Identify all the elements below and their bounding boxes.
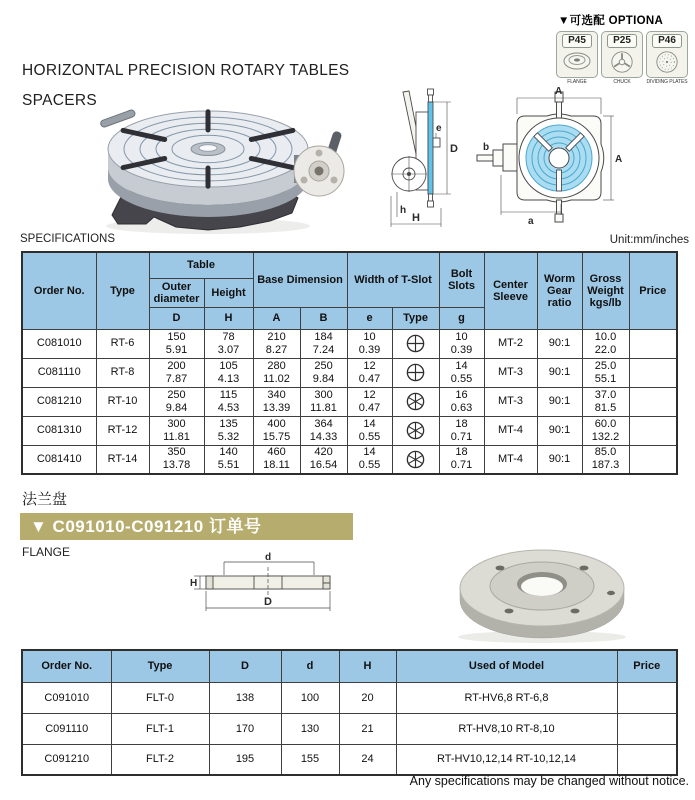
type-cell: FLT-2 — [111, 744, 209, 775]
col-header-d: d — [281, 650, 339, 682]
optional-item-dividing-plates — [646, 31, 688, 85]
ratio-cell: 90:1 — [537, 387, 582, 416]
ratio-cell: 90:1 — [537, 329, 582, 358]
flange-drawing — [190, 552, 346, 618]
optional-item-caption: CHUCK — [613, 79, 631, 85]
col-header-table-group: Table — [149, 252, 253, 278]
order-no-cell: C081410 — [22, 445, 96, 474]
optional-item-caption: DIVIDING PLATES — [646, 79, 688, 85]
col-header-type: Type — [111, 650, 209, 682]
type-cell: FLT-1 — [111, 713, 209, 744]
page-title-line1: HORIZONTAL PRECISION ROTARY TABLES — [22, 62, 350, 79]
page-ref-badge: P46 — [652, 34, 682, 48]
t-slot-type-icon — [392, 358, 439, 387]
col-header-width-tslot: Width of T-Slot — [347, 252, 439, 307]
type-cell: RT-8 — [96, 358, 149, 387]
optional-item-chuck — [601, 31, 643, 85]
ratio-cell: 90:1 — [537, 358, 582, 387]
col-header-order-no: Order No. — [22, 650, 111, 682]
col-header-outer-diameter: Outer diameter — [149, 278, 204, 307]
col-header-price: Price — [629, 252, 677, 329]
footer-notice: Any specifications may be changed without notice. — [409, 774, 689, 788]
dim-label-H: H — [412, 212, 420, 224]
used-of-model-cell: RT-HV6,8 RT-6,8 — [396, 682, 617, 713]
dim-label-H: H — [190, 578, 198, 589]
table-row: C091010 FLT-0 138 100 20 RT-HV6,8 RT-6,8 — [22, 682, 677, 713]
t-slot-type-icon — [392, 416, 439, 445]
col-header-H: H — [204, 307, 253, 329]
rotary-table-photo — [88, 103, 346, 237]
table-row: C091210 FLT-2 195 155 24 RT-HV10,12,14 RT-10,12,14 — [22, 744, 677, 775]
used-of-model-cell: RT-HV8,10 RT-8,10 — [396, 713, 617, 744]
price-cell — [629, 358, 677, 387]
flange-chinese-title: 法兰盘 — [22, 491, 68, 508]
specifications-table — [21, 251, 678, 475]
price-cell — [617, 713, 677, 744]
center-sleeve-cell: MT-2 — [484, 329, 537, 358]
order-range-banner: ▼ C091010-C091210 订单号 — [20, 513, 353, 540]
optional-accessories-block — [556, 12, 690, 85]
type-cell: RT-12 — [96, 416, 149, 445]
specifications-heading: SPECIFICATIONS — [20, 233, 115, 245]
col-header-bolt-slots: Bolt Slots — [439, 252, 484, 307]
col-header-used-of-model: Used of Model — [396, 650, 617, 682]
dim-label-d: d — [265, 552, 272, 563]
dim-label-A-top: A — [555, 86, 563, 97]
col-header-e: e — [347, 307, 392, 329]
used-of-model-cell: RT-HV10,12,14 RT-10,12,14 — [396, 744, 617, 775]
optional-heading: ▼可选配 OPTIONA — [558, 15, 664, 27]
table-row: C081310 RT-12 300 11.81 135 5.32 400 15.75 364 14.33 14 0.55 18 0.71 MT-4 90:1 60.0 132.2 — [22, 416, 677, 445]
center-sleeve-cell: MT-3 — [484, 358, 537, 387]
ratio-cell: 90:1 — [537, 445, 582, 474]
col-header-order-no: Order No. — [22, 252, 96, 329]
center-sleeve-cell: MT-4 — [484, 445, 537, 474]
page-title-line2: SPACERS — [22, 92, 98, 109]
col-header-worm-gear: Worm Gear ratio — [537, 252, 582, 329]
flange-label: FLANGE — [22, 545, 71, 559]
col-header-height: Height — [204, 278, 253, 307]
dim-label-a: a — [528, 216, 534, 227]
page-ref-badge: P25 — [607, 34, 637, 48]
col-header-A: A — [253, 307, 300, 329]
table-row: C091110 FLT-1 170 130 21 RT-HV8,10 RT-8,10 — [22, 713, 677, 744]
optional-item-flange — [556, 31, 598, 85]
optional-item-caption: FLANGE — [567, 79, 587, 85]
side-view-drawing — [383, 86, 465, 232]
price-cell — [629, 329, 677, 358]
order-no-cell: C081110 — [22, 358, 96, 387]
order-no-cell: C081310 — [22, 416, 96, 445]
price-cell — [629, 445, 677, 474]
col-header-price: Price — [617, 650, 677, 682]
top-view-drawing — [475, 80, 657, 238]
center-sleeve-cell: MT-3 — [484, 387, 537, 416]
col-header-type: Type — [96, 252, 149, 329]
col-header-D: D — [149, 307, 204, 329]
col-header-D: D — [209, 650, 281, 682]
chuck-icon — [609, 50, 635, 79]
dim-label-e: e — [436, 123, 442, 134]
type-cell: FLT-0 — [111, 682, 209, 713]
table-row: C081210 RT-10 250 9.84 115 4.53 340 13.39 300 11.81 12 0.47 16 0.63 MT-3 90:1 37.0 81.5 — [22, 387, 677, 416]
order-no-cell: C081010 — [22, 329, 96, 358]
page-ref-badge: P45 — [562, 34, 592, 48]
t-slot-type-icon — [392, 387, 439, 416]
dim-label-D: D — [264, 596, 272, 608]
table-row: C081410 RT-14 350 13.78 140 5.51 460 18.11 420 16.54 14 0.55 18 0.71 MT-4 90:1 85.0 187.3 — [22, 445, 677, 474]
ratio-cell: 90:1 — [537, 416, 582, 445]
flange-photo — [444, 538, 640, 646]
col-header-base-dimension: Base Dimension — [253, 252, 347, 307]
price-cell — [617, 744, 677, 775]
col-header-gross-weight: Gross Weight kgs/lb — [582, 252, 629, 329]
price-cell — [629, 387, 677, 416]
col-header-B: B — [300, 307, 347, 329]
dim-label-b: b — [483, 142, 490, 153]
table-row: C081110 RT-8 200 7.87 105 4.13 280 11.02 250 9.84 12 0.47 14 0.55 MT-3 90:1 25.0 55.1 — [22, 358, 677, 387]
t-slot-type-icon — [392, 329, 439, 358]
order-no-cell: C081210 — [22, 387, 96, 416]
type-cell: RT-10 — [96, 387, 149, 416]
dim-label-A-right: A — [615, 154, 623, 165]
dividing-plates-icon — [654, 50, 680, 79]
price-cell — [617, 682, 677, 713]
order-no-cell: C091110 — [22, 713, 111, 744]
type-cell: RT-14 — [96, 445, 149, 474]
col-header-center-sleeve: Center Sleeve — [484, 252, 537, 329]
table-row: C081010 RT-6 150 5.91 78 3.07 210 8.27 184 7.24 10 0.39 10 0.39 MT-2 90:1 10.0 22.0 — [22, 329, 677, 358]
col-header-g: g — [439, 307, 484, 329]
unit-label: Unit:mm/inches — [609, 234, 689, 246]
t-slot-type-icon — [392, 445, 439, 474]
type-cell: RT-6 — [96, 329, 149, 358]
flange-icon — [562, 50, 592, 77]
dim-label-h: h — [400, 205, 407, 216]
col-header-slot-type: Type — [392, 307, 439, 329]
dim-label-D: D — [450, 143, 458, 155]
order-no-cell: C091210 — [22, 744, 111, 775]
price-cell — [629, 416, 677, 445]
order-no-cell: C091010 — [22, 682, 111, 713]
flange-table — [21, 649, 678, 776]
center-sleeve-cell: MT-4 — [484, 416, 537, 445]
optional-items — [556, 31, 690, 85]
col-header-H: H — [339, 650, 396, 682]
